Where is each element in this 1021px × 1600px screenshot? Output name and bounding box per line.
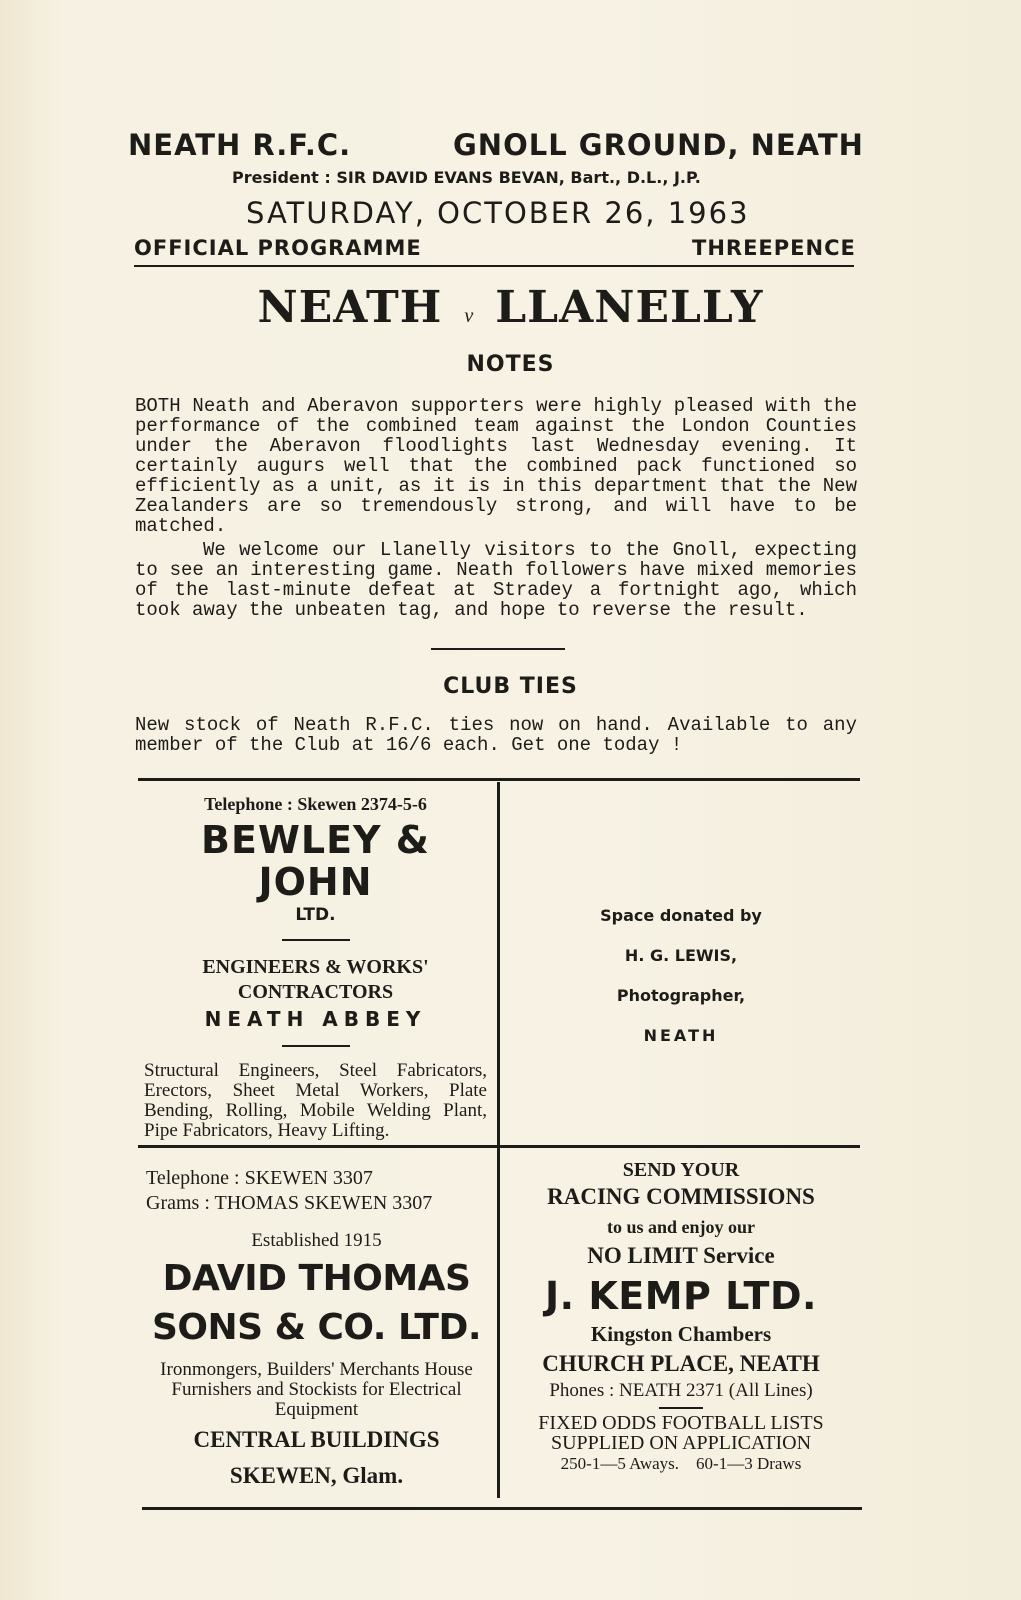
advert-donor-name: H. G. LEWIS, [624, 946, 738, 965]
advert-j-kemp [502, 1158, 860, 1475]
advert-location: NEATH ABBEY [204, 1007, 427, 1031]
notes-heading: NOTES [466, 352, 555, 377]
match-title [0, 282, 1021, 333]
advert-chambers: Kingston Chambers [590, 1322, 772, 1346]
advert-firm-name: BEWLEY & JOHN [201, 818, 430, 904]
advert-divider [659, 1407, 703, 1409]
advert-donated-line: Space donated by [600, 906, 762, 925]
advert-enjoy-line: to us and enjoy our [606, 1217, 756, 1237]
programme-label: OFFICIAL PROGRAMME [134, 236, 422, 260]
advert-services: Structural Engineers, Steel Fabricators, Erectors, Sheet Metal Workers, Plate Bending, Rolling, Mobile Welding Plant, Pipe Fabricators, Heavy Lifting. [144, 1060, 487, 1141]
advert-address-line-2: SKEWEN, Glam. [229, 1463, 404, 1488]
away-team: LLANELLY [495, 282, 764, 333]
advert-bewley-john [138, 788, 493, 1141]
notes-body [135, 396, 857, 620]
adverts-middle-rule [138, 1145, 860, 1148]
club-ties-body: New stock of Neath R.F.C. ties now on hand. Available to any member of the Club at 16/6 each. Get one today ! [135, 714, 857, 756]
adverts-column-rule [497, 782, 500, 1498]
advert-divider [282, 1045, 350, 1047]
president-line: President : SIR DAVID EVANS BEVAN, Bart., D.L., J.P. [232, 168, 701, 187]
advert-trade-line: CONTRACTORS [237, 981, 394, 1003]
advert-send-line: SEND YOUR [622, 1159, 740, 1181]
advert-trade-line: ENGINEERS & WORKS' [202, 956, 429, 978]
match-date: SATURDAY, OCTOBER 26, 1963 [246, 196, 750, 230]
programme-price: THREEPENCE [692, 236, 856, 260]
advert-donor-town: NEATH [643, 1026, 719, 1045]
advert-address: CHURCH PLACE, NEATH [542, 1351, 820, 1376]
advert-telephone: Telephone : SKEWEN 3307 [146, 1167, 373, 1189]
advert-established: Established 1915 [251, 1230, 382, 1251]
advert-address: CENTRAL BUILDINGS [193, 1427, 440, 1452]
advert-phones: Phones : NEATH 2371 (All Lines) [549, 1380, 813, 1401]
club-name: NEATH R.F.C. [128, 128, 352, 162]
advert-firm-suffix: LTD. [295, 905, 336, 925]
adverts-bottom-rule [142, 1507, 862, 1510]
advert-odds-line-2: SUPPLIED ON APPLICATION [550, 1432, 812, 1454]
advert-odds-line: FIXED ODDS FOOTBALL LISTS [538, 1412, 824, 1434]
advert-prices: 250-1—5 Aways. 60-1—3 Draws [560, 1454, 802, 1473]
advert-racing-line: RACING COMMISSIONS [547, 1184, 815, 1209]
advert-telegram: Grams : THOMAS SKEWEN 3307 [146, 1192, 433, 1214]
advert-trade: Ironmongers, Builders' Merchants House Furnishers and Stockists for Electrical Equipment [160, 1359, 473, 1420]
advert-divider [282, 939, 350, 941]
advert-service-line: NO LIMIT Service [587, 1243, 775, 1268]
notes-paragraph: We welcome our Llanelly visitors to the Gnoll, expecting to see an interesting game. Neath followers have mixed memories of the last-minute defeat at Stradey a fortnight ago, which took away the unbeaten tag, and hope to reverse the result. [135, 539, 857, 621]
advert-firm-name: J. KEMP LTD. [545, 1274, 817, 1318]
advert-david-thomas [138, 1166, 495, 1492]
home-team: NEATH [257, 282, 443, 333]
advert-firm-name-line-2: SONS & CO. LTD. [151, 1307, 482, 1348]
section-divider [431, 648, 565, 650]
advert-donor-trade: Photographer, [616, 986, 746, 1005]
club-ties-heading: CLUB TIES [443, 674, 578, 699]
header-divider [134, 265, 854, 267]
advert-firm-name: DAVID THOMAS [162, 1258, 471, 1299]
adverts-top-rule [138, 778, 860, 781]
advert-telephone: Telephone : Skewen 2374-5-6 [204, 794, 427, 814]
notes-paragraph: BOTH Neath and Aberavon supporters were highly pleased with the performance of the combined team against the London Counties under the Aberavon floodlights last Wednesday evening. It certainly augurs well that the combined pack functioned so efficiently as a unit, as it is in this department that the New Zealanders are so tremendously strong, and will have to be matched. [135, 395, 857, 537]
advert-hg-lewis [502, 896, 860, 1056]
versus: v [464, 305, 474, 327]
ground-name: GNOLL GROUND, NEATH [453, 128, 864, 162]
